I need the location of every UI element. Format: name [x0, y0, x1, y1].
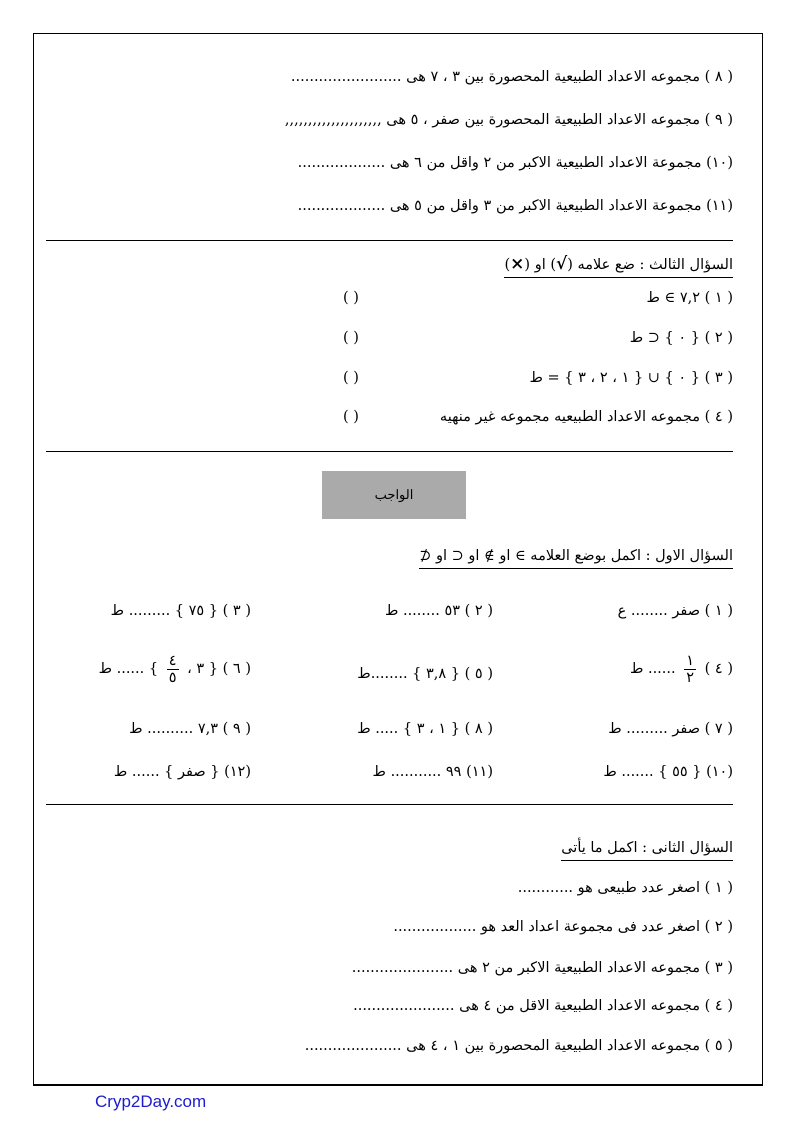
q2-item: ( ١ ) اصغر عدد طبيعى هو ............	[517, 880, 733, 896]
q3-item: ( ١ ) ٧,٢ ∋ ط	[646, 290, 733, 306]
numerator: ٤	[168, 652, 177, 669]
check-mark-icon: √	[556, 254, 568, 274]
answer-blank[interactable]: ( )	[343, 409, 359, 425]
q1-item: ( ٢ ) ٥٣ ........ ط	[384, 603, 493, 619]
q1-item: (١٢) { صفر } ...... ط	[113, 764, 251, 780]
watermark: Cryp2Day.com	[95, 1092, 207, 1111]
numerator: ١	[686, 652, 695, 669]
q2-item: ( ٣ ) مجموعه الاعداد الطبيعية الاكبر من ٢ هى ......................	[351, 960, 733, 976]
list-item: (١٠) مجموعة الاعداد الطبيعية الاكبر من ٢ واقل من ٦ هى ...................	[297, 155, 733, 171]
q1-item: ( ٣ ) { ٧٥ } ......... ط	[110, 603, 251, 619]
item-tail: } ...... ط	[98, 661, 159, 677]
q1-item: ( ٧ ) صفر ......... ط	[608, 721, 733, 737]
item-number: ( ٦ ) { ٣ ،	[187, 661, 251, 677]
section-divider	[46, 451, 733, 452]
q3-heading	[504, 254, 733, 278]
q2-item: ( ٤ ) مجموعه الاعداد الطبيعية الاقل من ٤ هى ......................	[353, 998, 733, 1014]
q3-item: ( ٣ ) { ٠ } ∪ { ١ ، ٢ ، ٣ } = ط	[529, 370, 733, 386]
q1-item: ( ٨ ) { ١ ، ٣ } ..... ط	[357, 721, 493, 737]
paren: )	[550, 257, 556, 273]
denominator: ٥	[168, 669, 177, 686]
paren: (	[524, 257, 531, 273]
section-divider	[46, 240, 733, 241]
q3-item: ( ٤ ) مجموعه الاعداد الطبيعيه مجموعه غير منهيه	[439, 409, 733, 425]
paren: )	[504, 257, 511, 273]
list-item: ( ٩ ) مجموعه الاعداد الطبيعية المحصورة بين صفر ، ٥ هى ,,,,,,,,,,,,,,,,,,,,,	[284, 112, 733, 128]
item-number: ( ٤ )	[704, 661, 733, 677]
or-label: او	[534, 257, 546, 273]
q1-item: ( ٥ ) { ٣,٨ } ........ط	[357, 666, 493, 682]
q1-item: (١١) ٩٩ ........... ط	[372, 764, 493, 780]
q1-item: ( ٩ ) ٧,٣ .......... ط	[129, 721, 251, 737]
q1-item: ( ١ ) صفر ........ ع	[617, 603, 733, 619]
q1-item-fraction	[99, 648, 251, 690]
q2-heading: السؤال الثانى : اكمل ما يأتى	[561, 838, 733, 861]
denominator: ٢	[686, 669, 695, 686]
q1-item: (١٠) { ٥٥ } ....... ط	[603, 764, 733, 780]
q3-heading-text: السؤال الثالث : ضع علامه	[577, 257, 733, 273]
list-item: ( ٨ ) مجموعه الاعداد الطبيعية المحصورة بين ٣ ، ٧ هى ........................	[290, 69, 733, 85]
list-item: (١١) مجموعة الاعداد الطبيعية الاكبر من ٣ واقل من ٥ هى ...................	[297, 198, 733, 214]
answer-blank[interactable]: ( )	[343, 290, 359, 306]
paren: (	[567, 257, 573, 273]
q2-item: ( ٢ ) اصغر عدد فى مجموعة اعداد العد هو ..................	[393, 919, 733, 935]
q3-item: ( ٢ ) { ٠ } ⊂ ط	[629, 330, 733, 346]
q2-item: ( ٥ ) مجموعه الاعداد الطبيعية المحصورة بين ١ ، ٤ هى .....................	[304, 1038, 733, 1054]
answer-blank[interactable]: ( )	[343, 330, 359, 346]
section-divider	[46, 804, 733, 805]
fraction	[167, 653, 179, 686]
item-tail: ...... ط	[629, 661, 676, 677]
homework-label: الواجب	[322, 471, 466, 519]
q1-item-fraction	[630, 648, 733, 690]
q1-heading: السؤال الاول : اكمل بوضع العلامه ∋ او ∌ او ⊂ او ⊄	[419, 546, 733, 569]
cross-mark-icon: ×	[510, 254, 525, 274]
fraction	[684, 653, 696, 686]
answer-blank[interactable]: ( )	[343, 370, 359, 386]
